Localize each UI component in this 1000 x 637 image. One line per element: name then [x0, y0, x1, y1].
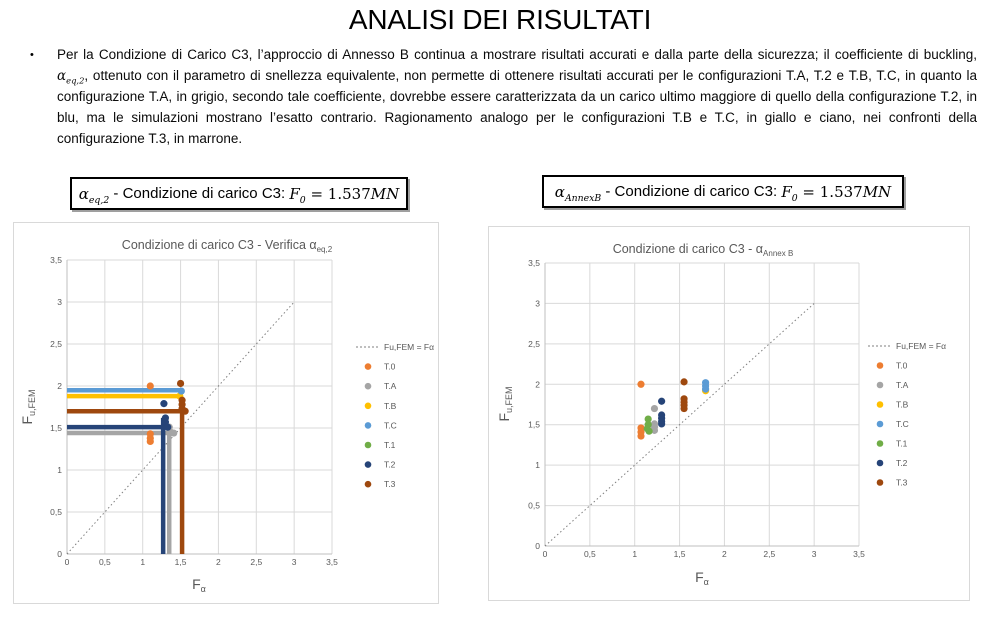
legend-item-label-T.C: T.C — [896, 419, 909, 429]
legend-item-label-T.1: T.1 — [896, 438, 908, 449]
x-tick-label: 3,5 — [326, 557, 338, 567]
legend-reference-label: Fu,FEM = Fα — [896, 341, 947, 351]
x-tick-label: 2 — [216, 557, 221, 567]
legend-item-label-T.3: T.3 — [896, 477, 908, 488]
data-point-T.2 — [658, 420, 665, 427]
y-tick-label: 3,5 — [50, 255, 62, 265]
legend-item-label-T.0: T.0 — [896, 360, 908, 371]
legend-swatch-T.1 — [877, 440, 884, 447]
data-point-T.3 — [182, 408, 189, 415]
x-tick-label: 0,5 — [98, 557, 111, 567]
data-point-T.2 — [658, 398, 665, 405]
data-point-T.3 — [680, 405, 687, 412]
caption-value-annexb: = 1.537 — [797, 182, 863, 201]
y-tick-label: 0,5 — [50, 507, 62, 517]
legend-swatch-T.B — [877, 401, 884, 408]
legend-item-label-T.B: T.B — [896, 399, 909, 410]
x-tick-label: 1 — [140, 557, 146, 567]
legend-item-label-T.3: T.3 — [384, 479, 396, 490]
data-point-T.3 — [177, 380, 184, 387]
data-point-T.0 — [637, 381, 644, 388]
x-axis-title: $F_\alpha$ — [695, 569, 709, 587]
x-tick-label: 3 — [291, 557, 297, 567]
y-axis-title: $F_{u,FEM}$ — [496, 386, 514, 422]
legend-swatch-T.C — [365, 422, 372, 429]
data-point-T.0 — [147, 382, 154, 389]
y-tick-label: 2 — [57, 381, 62, 391]
x-tick-label: 3 — [811, 549, 817, 559]
legend-item-label-T.0: T.0 — [384, 361, 396, 372]
chart-svg-eq2 — [14, 223, 438, 603]
legend-item-label-T.2: T.2 — [384, 459, 396, 470]
caption-f0-annexb: $F_0$ — [781, 182, 798, 204]
caption-value-eq2: = 1.537 — [305, 184, 371, 203]
y-tick-label: 0 — [57, 549, 62, 559]
data-point-T.2 — [164, 424, 171, 431]
legend-swatch-T.0 — [877, 362, 884, 369]
x-axis-title: $F_\alpha$ — [192, 576, 206, 594]
legend-item-label-T.A: T.A — [384, 381, 397, 392]
x-tick-label: 2,5 — [763, 549, 776, 559]
data-point-T.2 — [160, 400, 167, 407]
legend-swatch-T.3 — [365, 481, 372, 488]
x-tick-label: 1 — [632, 549, 638, 559]
data-point-T.1 — [645, 428, 652, 435]
y-tick-label: 3,5 — [528, 258, 540, 268]
caption-alpha-annexb: $\alpha_{AnnexB}$ — [554, 182, 602, 204]
y-tick-label: 1,5 — [528, 419, 540, 430]
legend-swatch-T.B — [365, 403, 372, 410]
legend-swatch-T.2 — [365, 461, 372, 468]
chart-svg-annexb — [489, 227, 969, 600]
bullet-text-before: Per la Condizione di Carico C3, l’approccio di Annesso B continua a mostrare risultati accurati e dalla parte della sicurezza; il coefficiente di buckling, — [57, 47, 977, 62]
bullet-item — [30, 45, 977, 150]
legend-item-label-T.1: T.1 — [384, 440, 396, 450]
x-tick-label: 1,5 — [673, 549, 686, 559]
caption-f0-eq2: $F_0$ — [289, 184, 306, 206]
legend-item-label-T.2: T.2 — [896, 458, 908, 468]
chart-title: Condizione di carico $C3 - \alpha_{Annex B}$ — [612, 242, 794, 258]
caption-box-eq2 — [70, 177, 408, 210]
data-point-T.A — [170, 429, 177, 436]
legend-swatch-T.A — [365, 383, 372, 390]
data-point-T.3 — [680, 378, 687, 385]
caption-text-eq2: - Condizione di carico C3: — [109, 185, 290, 202]
x-tick-label: 2,5 — [250, 557, 263, 567]
x-tick-label: 0,5 — [583, 549, 596, 559]
y-tick-label: 3 — [535, 298, 540, 309]
y-tick-label: 2,5 — [528, 338, 540, 349]
caption-alpha-eq2: $\alpha_{eq,2}$ — [78, 184, 110, 206]
x-tick-label: 0 — [64, 557, 70, 567]
x-tick-label: 3,5 — [853, 549, 865, 559]
legend-swatch-T.1 — [365, 442, 372, 449]
y-tick-label: 3 — [57, 297, 62, 307]
y-tick-label: 1,5 — [50, 423, 62, 433]
data-point-T.0 — [637, 432, 644, 439]
y-axis-title: $F_{u,FEM}$ — [19, 389, 37, 425]
data-point-T.C — [178, 387, 185, 394]
y-tick-label: 1 — [535, 460, 540, 471]
y-tick-label: 0,5 — [528, 500, 540, 511]
bullet-paragraph — [57, 45, 977, 150]
x-tick-label: 0 — [542, 549, 548, 559]
bullet-text-after: , ottenuto con il parametro di snellezza equivalente, non permette di ottenere risultati accurati per le configurazioni T.A, T.2 e T.B, T.C, in quanto la configurazione T.A, in grigio, secondo tale coefficiente, dovrebbe essere caratterizzata da un carico ultimo maggiore di quello della configurazione T.2, in blu, ma le simulazioni mostrano l’esatto contrario. Ragionamento analogo per le configurazioni T.B e T.C, in giallo e ciano, nei confronti della configurazione T.3, in marrone. — [57, 67, 977, 146]
bullet-math-alpha: $\alpha_{eq,2}$ — [57, 67, 85, 86]
data-point-T.C — [702, 386, 709, 393]
chart-panel-eq2 — [13, 222, 439, 604]
caption-box-annexb — [542, 175, 904, 208]
legend-swatch-T.3 — [877, 479, 884, 486]
legend-item-label-T.B: T.B — [384, 400, 397, 411]
y-tick-label: 2,5 — [50, 339, 62, 349]
data-point-T.A — [651, 405, 658, 412]
legend-reference-label: Fu,FEM = Fα — [384, 342, 435, 352]
legend-swatch-T.0 — [365, 363, 372, 370]
caption-text-annexb: - Condizione di carico C3: — [601, 183, 782, 200]
legend-item-label-T.A: T.A — [896, 380, 909, 390]
legend-swatch-T.A — [877, 382, 884, 389]
data-point-T.0 — [147, 438, 154, 445]
legend-item-label-T.C: T.C — [384, 420, 397, 431]
legend-swatch-T.C — [877, 421, 884, 428]
y-tick-label: 0 — [535, 541, 540, 551]
page-title: ANALISI DEI RISULTATI — [348, 4, 652, 35]
x-tick-label: 2 — [722, 549, 727, 559]
caption-unit-annexb: MN — [862, 182, 892, 201]
y-tick-label: 2 — [535, 379, 540, 390]
y-tick-label: 1 — [57, 465, 62, 475]
caption-unit-eq2: MN — [370, 184, 400, 203]
chart-panel-annexb — [488, 226, 970, 601]
legend-swatch-T.2 — [877, 460, 884, 467]
chart-title: Condizione di carico C3 - Verifica $\alpha_{eq,2}$ — [121, 238, 333, 254]
x-tick-label: 1,5 — [174, 557, 187, 567]
bullet-icon: • — [30, 49, 34, 61]
